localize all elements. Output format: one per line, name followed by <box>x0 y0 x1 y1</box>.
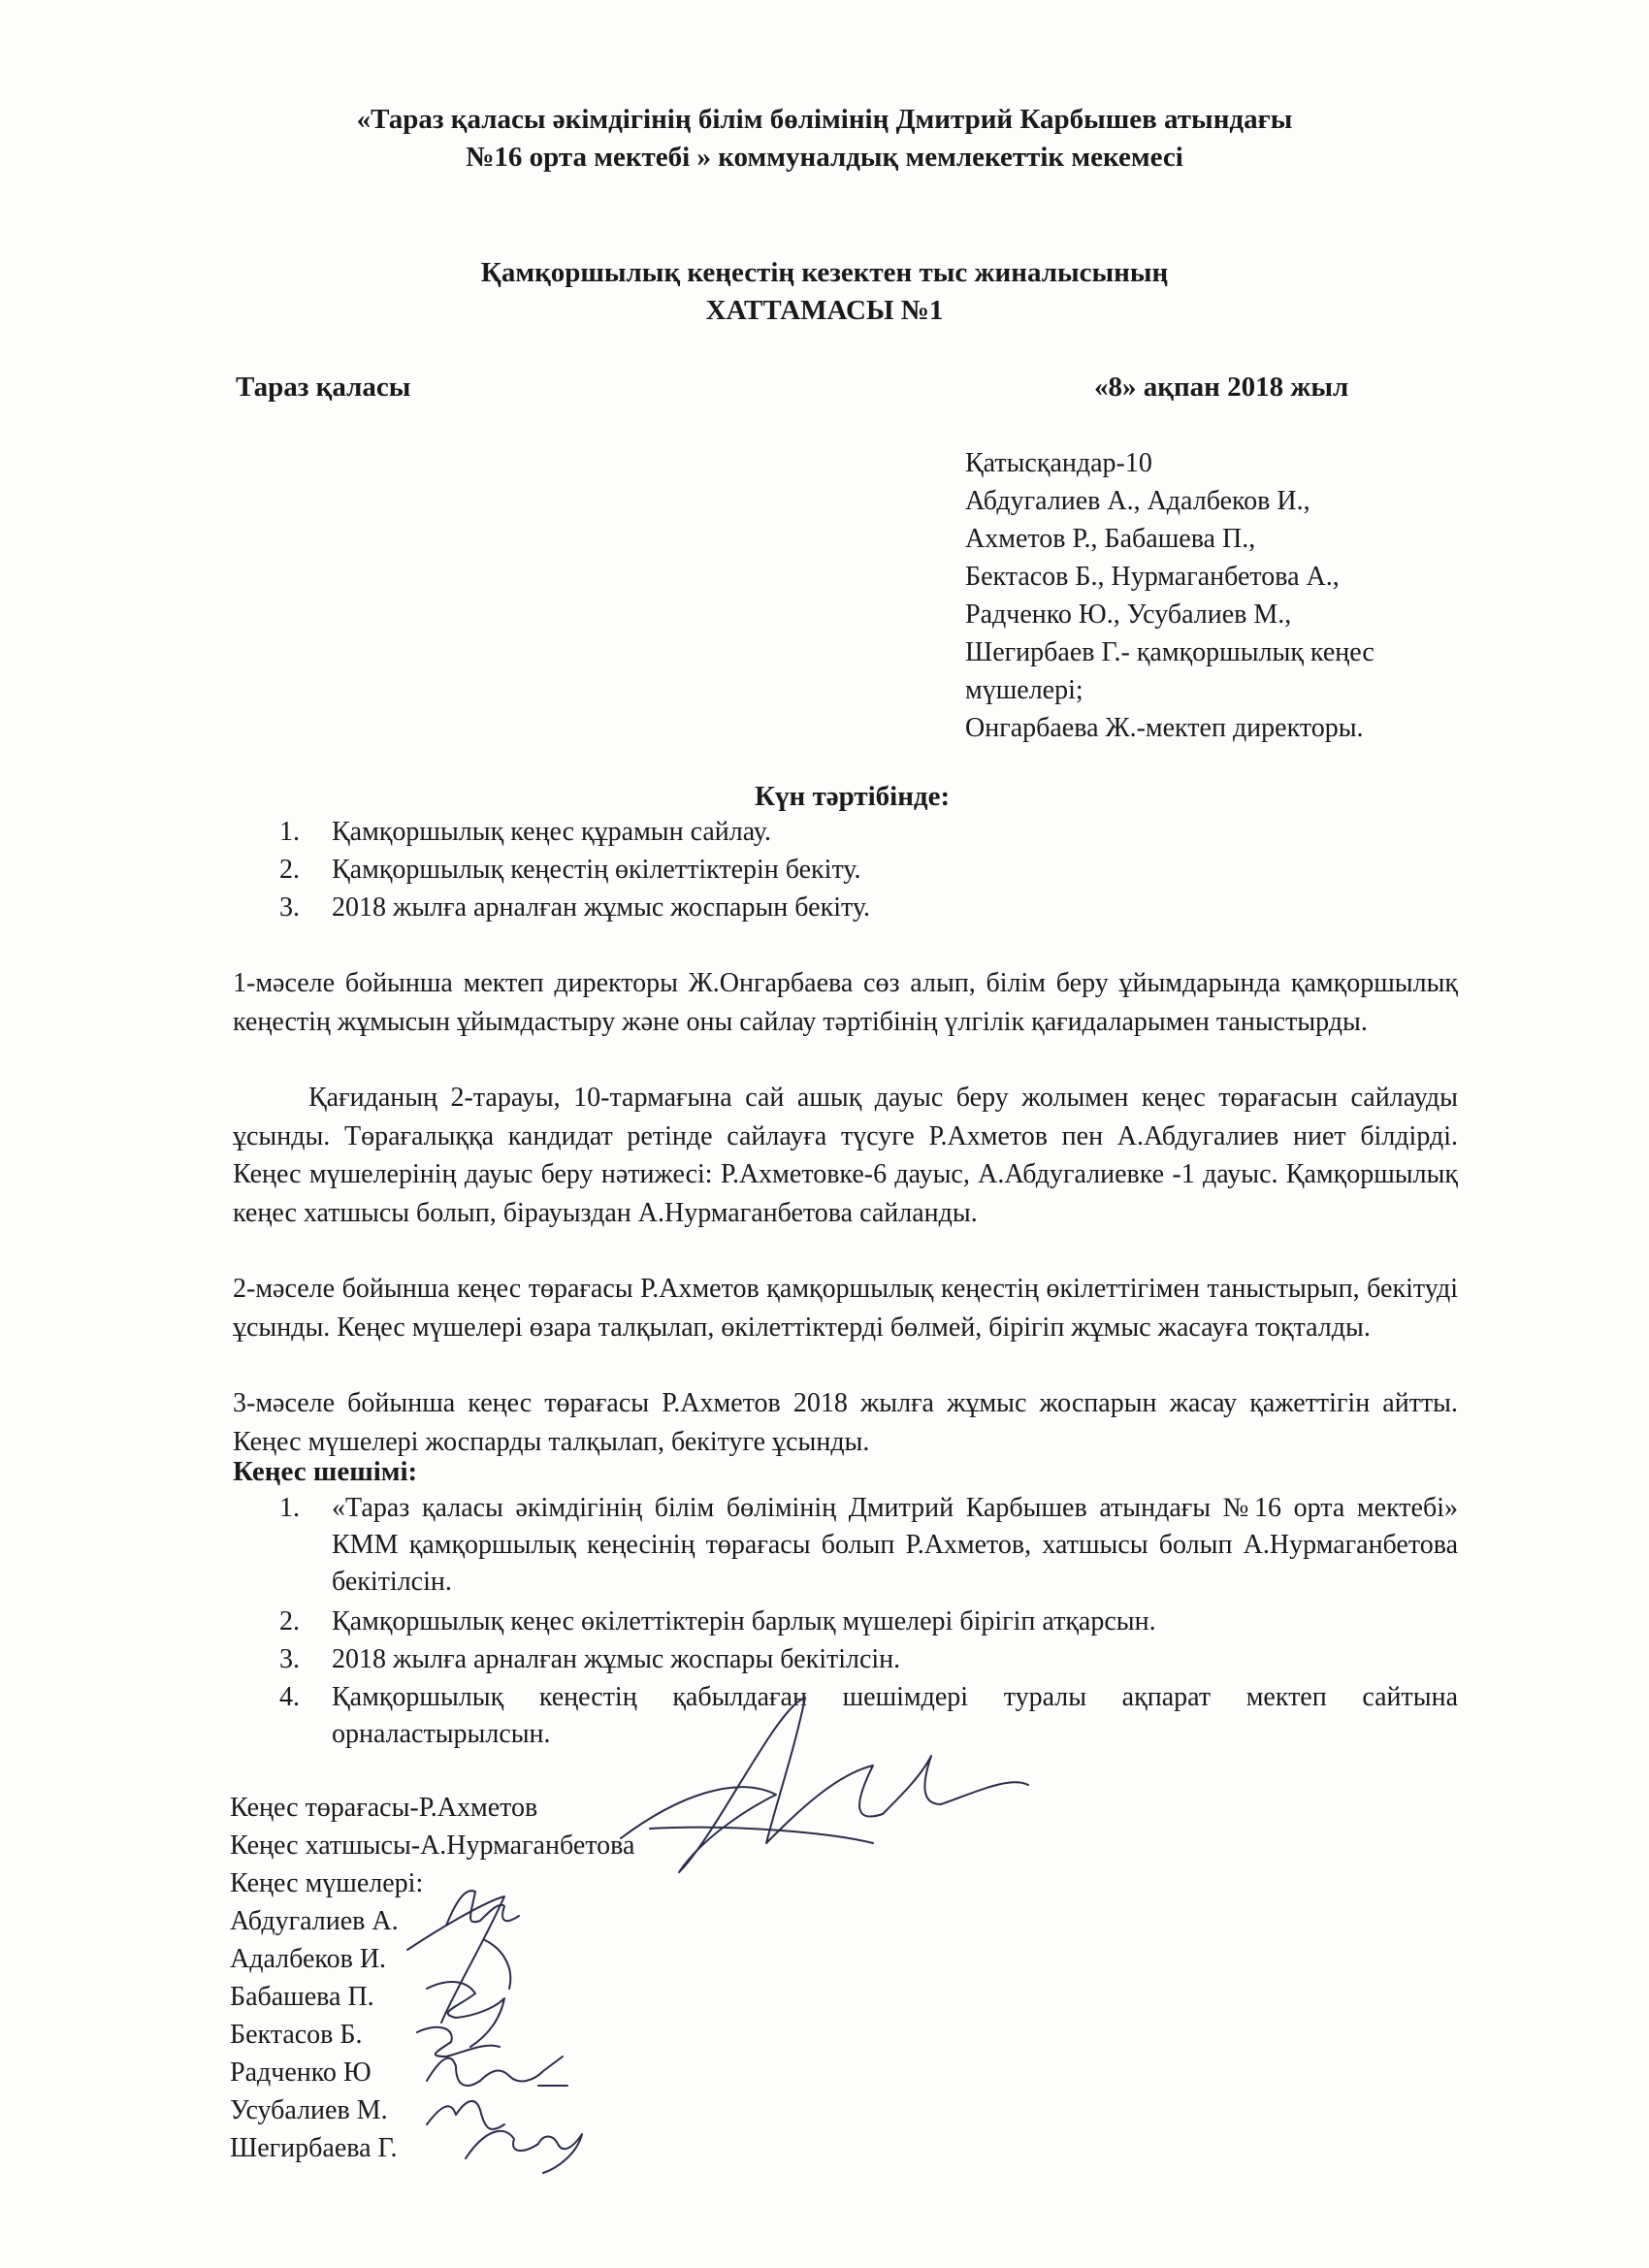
attendees-line: Радченко Ю., Усубалиев М., <box>965 599 1292 630</box>
agenda-item: Қамқоршылық кеңестің өкілеттіктерін бекіту. <box>332 855 861 885</box>
signature-line: Бабашева П. <box>230 1982 374 2012</box>
attendees-line: Шегирбаев Г.- қамқоршылық кеңес <box>965 637 1374 667</box>
agenda-item-number: 2. <box>279 855 300 885</box>
agenda-item: 2018 жылға арналған жұмыс жоспарын бекіту. <box>332 892 871 923</box>
decision-item: 2018 жылға арналған жұмыс жоспары бекітілсін. <box>332 1644 901 1674</box>
agenda-item-number: 1. <box>279 817 300 847</box>
body-paragraph-2: Қағиданың 2-тарауы, 10-тармағына сай ашық дауыс беру жолымен кеңес төрағасын сайлауды ұсынды. Төрағалыққа кандидат ретінде сайлауға түсуге Р.Ахметов пен А.Абдугалиев ниет білдірді. Кеңес мүшелерінің дауыс беру нәтижесі: Р.Ахметовке-6 дауыс, А.Абдугалиевке -1 дауыс. Қамқоршылық кеңес хатшысы болып, бірауыздан А.Нурмаганбетова сайланды. <box>233 1083 1458 1228</box>
attendees-line: Онгарбаева Ж.-мектеп директоры. <box>965 713 1364 743</box>
decision-item-number: 1. <box>279 1493 300 1523</box>
signature-line: Бектасов Б. <box>230 2020 363 2050</box>
date-label: «8» ақпан 2018 жыл <box>1094 372 1349 403</box>
attendees-line: Абдугалиев А., Адалбеков И., <box>965 486 1310 516</box>
decision-item-number: 3. <box>279 1644 300 1674</box>
body-paragraph-1: 1-мәселе бойынша мектеп директоры Ж.Онгарбаева сөз алып, білім беру ұйымдарында қамқоршылық кеңестің жұмысын ұйымдастыру және оны сайлау тәртібінің үлгілік қағидаларымен таныстырды. <box>233 968 1458 1037</box>
agenda-item-number: 3. <box>279 892 300 923</box>
decision-item-number: 2. <box>279 1606 300 1636</box>
body-paragraph-3: 2-мәселе бойынша кеңес төрағасы Р.Ахметов қамқоршылық кеңестің өкілеттігімен таныстырып, бекітуді ұсынды. Кеңес мүшелері өзара талқылап, өкілеттіктерді бөлмей, бірігіп жұмыс жасауға тоқталды. <box>233 1274 1458 1343</box>
agenda-heading: Күн тәртібінде: <box>755 781 951 812</box>
decision-item: Қамқоршылық кеңес өкілеттіктерін барлық мүшелері бірігіп атқарсын. <box>332 1606 1156 1636</box>
signature-line: Усубалиев М. <box>230 2095 388 2125</box>
member-signature-5 <box>427 2057 567 2086</box>
member-signature-2 <box>407 1896 510 2023</box>
member-signature-6 <box>427 2101 504 2129</box>
decision-heading: Кеңес шешімі: <box>233 1456 418 1487</box>
member-signature-4 <box>417 2027 500 2057</box>
org-name-line1: «Тараз қаласы әкімдігінің білім бөлімінің Дмитрий Карбышев атындағы <box>356 104 1293 135</box>
attendees-line: Қатысқандар-10 <box>965 448 1152 478</box>
signature-line: Адалбеков И. <box>230 1944 387 1974</box>
signature-line: Кеңес хатшысы-А.Нурмаганбетова <box>230 1831 635 1861</box>
signature-line: Абдугалиев А. <box>230 1906 399 1936</box>
city-label: Тараз қаласы <box>236 372 411 403</box>
decision-item-number: 4. <box>279 1682 300 1712</box>
decision-item: «Тараз қаласы әкімдігінің білім бөлімінің Дмитрий Карбышев атындағы №16 орта мектебі» КММ қамқоршылық кеңесінің төрағасы болып Р.Ахметов, хатшысы болып А.Нурмаганбетова бекітілсін. <box>332 1493 1458 1597</box>
doc-title-line2: ХАТТАМАСЫ №1 <box>705 295 944 326</box>
agenda-item: Қамқоршылық кеңес құрамын сайлау. <box>332 817 771 847</box>
signature-line: Кеңес мүшелері: <box>230 1868 424 1898</box>
doc-title-line1: Қамқоршылық кеңестің кезектен тыс жиналысының <box>480 257 1169 288</box>
attendees-line: мүшелері; <box>965 675 1083 705</box>
attendees-line: Ахметов Р., Бабашева П., <box>965 524 1256 554</box>
signature-line: Кеңес төрағасы-Р.Ахметов <box>230 1793 538 1823</box>
member-signature-3 <box>427 1982 504 2047</box>
attendees-line: Бектасов Б., Нурмаганбетова А., <box>965 562 1340 592</box>
member-signature-7 <box>466 2131 582 2173</box>
signature-line: Шегирбаева Г. <box>230 2133 398 2163</box>
signature-line: Радченко Ю <box>230 2057 372 2088</box>
member-signature-1 <box>446 1891 519 1926</box>
body-paragraph-4: 3-мәселе бойынша кеңес төрағасы Р.Ахметов 2018 жылға жұмыс жоспарын жасау қажеттігін айтты. Кеңес мүшелері жоспарды талқылап, бекітуге ұсынды. <box>233 1388 1458 1457</box>
decision-item: Қамқоршылық кеңестің қабылдаған шешімдері туралы ақпарат мектеп сайтына орналастырылсын. <box>332 1682 1458 1749</box>
org-name-line2: №16 орта мектебі » коммуналдық мемлекеттік мекемесі <box>466 142 1183 173</box>
